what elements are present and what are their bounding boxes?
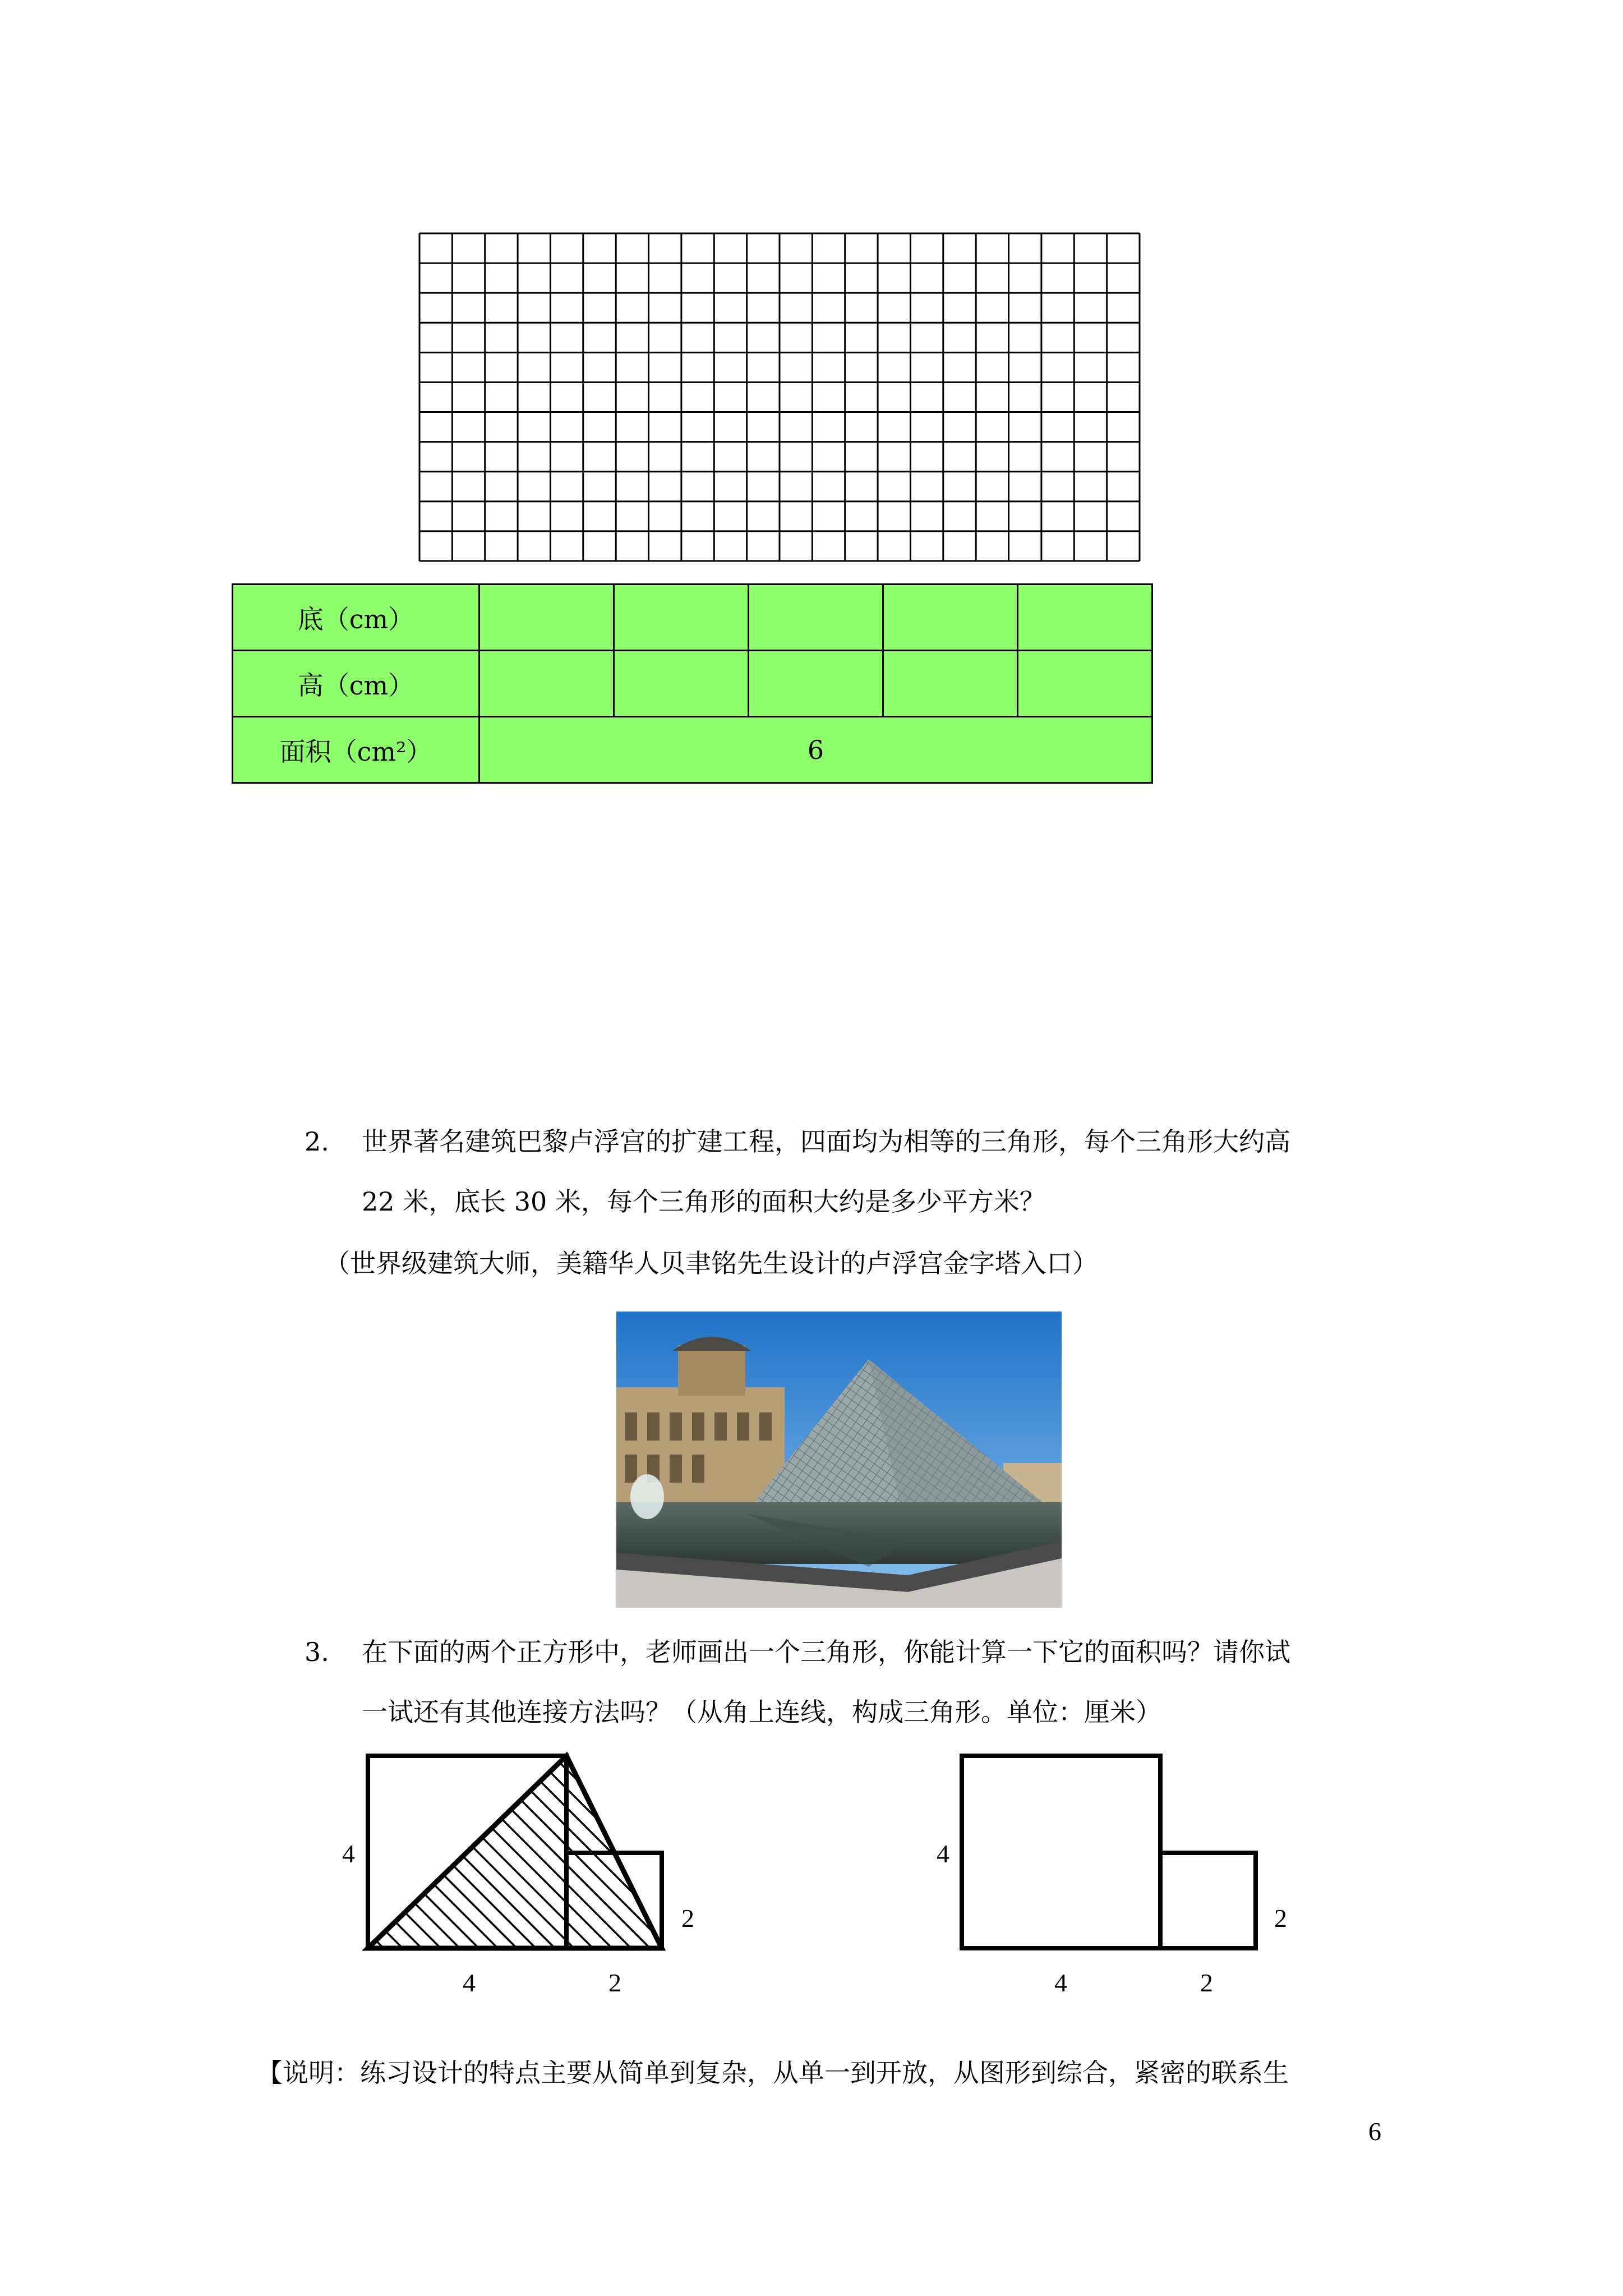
side-label: 2 (681, 1904, 694, 1932)
table-cell[interactable] (1018, 651, 1152, 717)
table-cell[interactable] (1018, 585, 1152, 651)
bottom-label: 2 (608, 1968, 621, 1997)
question-3-line-1: 在下面的两个正方形中，老师画出一个三角形，你能计算一下它的面积吗？请你试 (362, 1637, 1290, 1667)
area-value: 6 (479, 717, 1152, 783)
explanation-note: 【说明：练习设计的特点主要从简单到复杂，从单一到开放，从图形到综合，紧密的联系生 (257, 2058, 1289, 2088)
bottom-label: 2 (1200, 1968, 1213, 1997)
table-row-height (233, 651, 1152, 717)
table-row-base (233, 585, 1152, 651)
table-cell[interactable] (614, 651, 749, 717)
small-square (1160, 1853, 1256, 1948)
table-cell[interactable] (479, 651, 614, 717)
large-square (962, 1756, 1160, 1948)
table-cell[interactable] (749, 651, 883, 717)
figure-squares-with-triangle (331, 1745, 723, 2003)
photo-caption: （世界级建筑大师，美籍华人贝聿铭先生设计的卢浮宫金字塔入口） (324, 1248, 1098, 1278)
side-label: 2 (1274, 1904, 1287, 1932)
side-label: 4 (937, 1839, 949, 1868)
base-height-area-table (232, 583, 1153, 784)
row-label-area: 面积（cm²） (233, 717, 479, 783)
side-label: 4 (342, 1839, 355, 1868)
louvre-pyramid-photo (616, 1312, 1062, 1608)
grid-paper (418, 232, 1141, 563)
question-2-line-2: 22 米，底长 30 米，每个三角形的面积大约是多少平方米？ (362, 1186, 1045, 1217)
table-cell[interactable] (883, 651, 1018, 717)
table-row-area (233, 717, 1152, 783)
table-cell[interactable] (479, 585, 614, 651)
question-3-line-2: 一试还有其他连接方法吗？（从角上连线，构成三角形。单位：厘米） (362, 1697, 1161, 1727)
question-number: 3. (305, 1637, 329, 1667)
question-number: 2. (305, 1126, 329, 1157)
question-2-line-1: 世界著名建筑巴黎卢浮宫的扩建工程，四面均为相等的三角形，每个三角形大约高 (362, 1126, 1290, 1157)
table-cell[interactable] (749, 585, 883, 651)
figure-empty-squares (925, 1745, 1318, 2003)
table-cell[interactable] (883, 585, 1018, 651)
page-number: 6 (1368, 2117, 1381, 2146)
table-cell[interactable] (614, 585, 749, 651)
row-label-height: 高（cm） (233, 651, 479, 717)
row-label-base: 底（cm） (233, 585, 479, 651)
bottom-label: 4 (463, 1968, 476, 1997)
bottom-label: 4 (1054, 1968, 1067, 1997)
